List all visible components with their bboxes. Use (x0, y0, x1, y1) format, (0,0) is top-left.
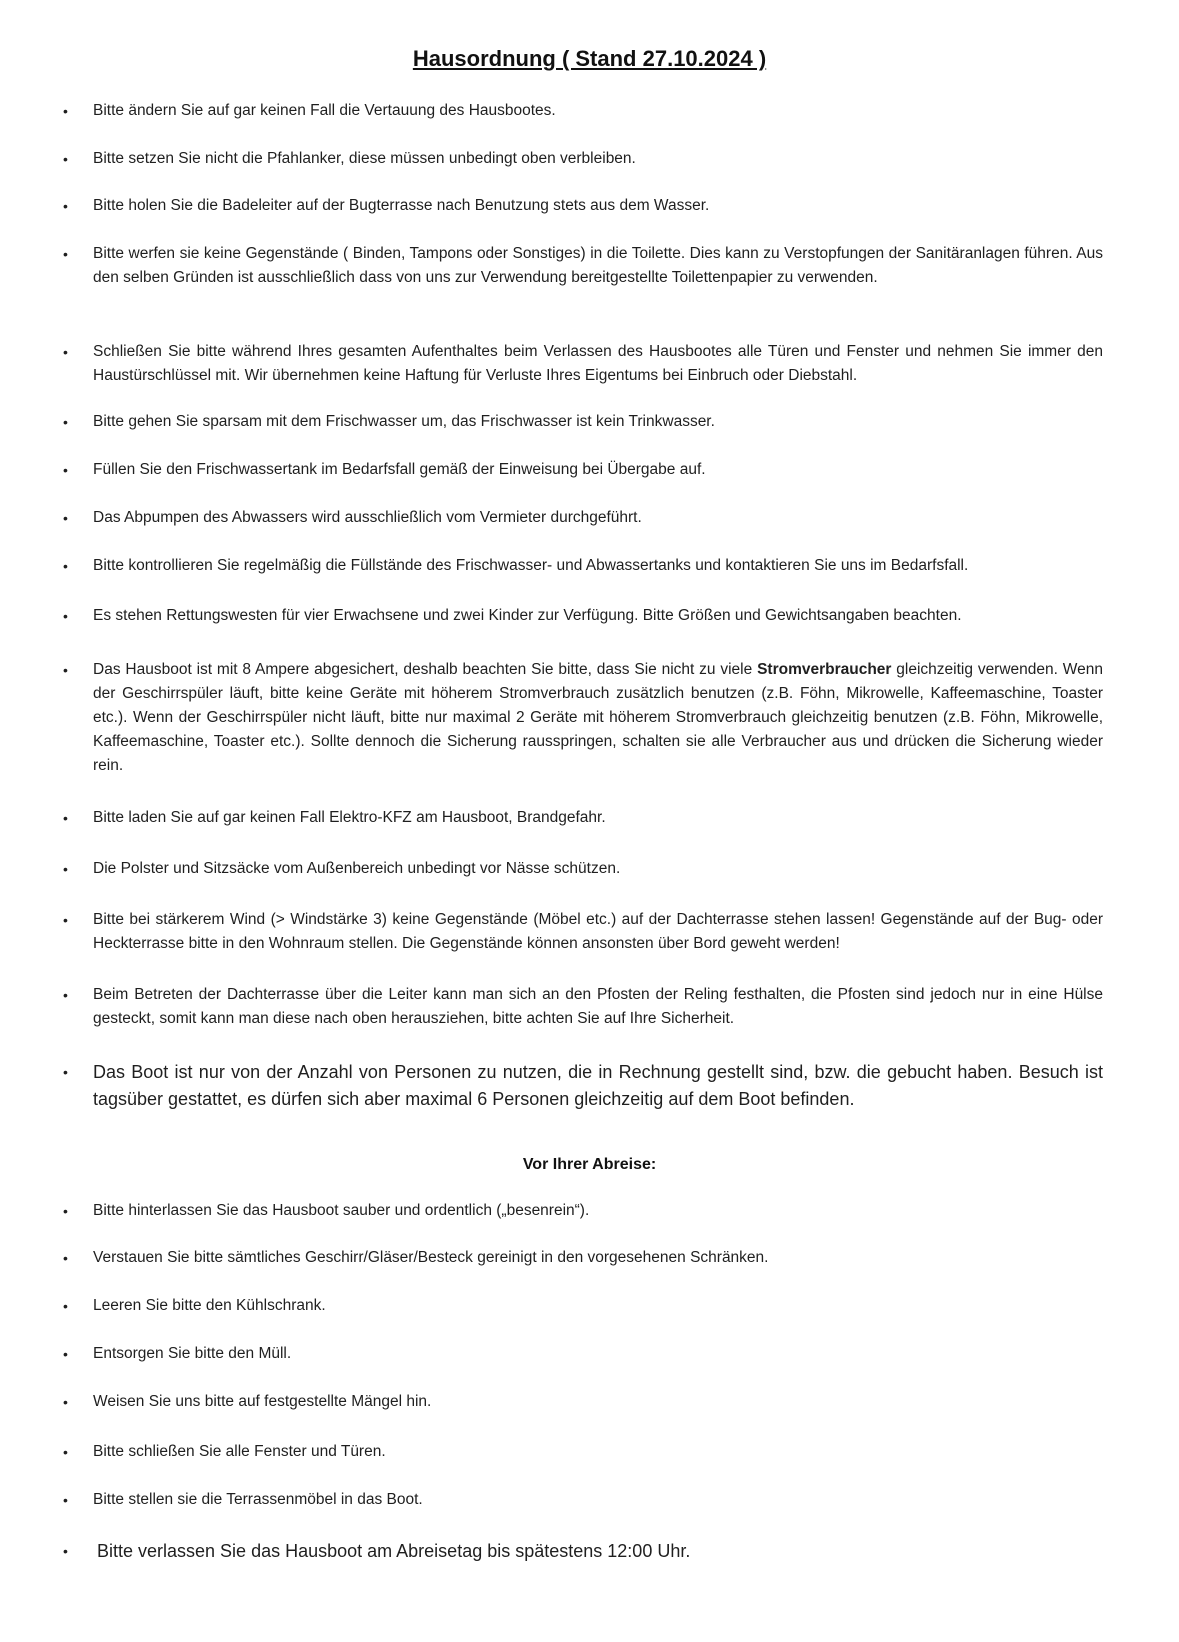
rule-item: • Bitte werfen sie keine Gegenstände ( Binden, Tampons oder Sonstiges) in die Toilette. Dies kann zu Verstopfungen der Sanitäranlagen führen. Aus den selben Gründen ist ausschließlich dass von uns zur Verwendung bereitgestellte Toilettenpapier zu verwenden. (93, 242, 1103, 290)
bullet-icon: • (63, 103, 68, 119)
bullet-icon: • (63, 344, 68, 360)
departure-item: • Bitte verlassen Sie das Hausboot am Abreisetag bis spätestens 12:00 Uhr. (97, 1538, 1107, 1565)
departure-item: • Weisen Sie uns bitte auf festgestellte Mängel hin. (93, 1390, 1103, 1414)
rule-item: • Bitte bei stärkerem Wind (> Windstärke 3) keine Gegenstände (Möbel etc.) auf der Dachterrasse stehen lassen! Gegenstände auf der Bug- oder Heckterrasse bitte in den Wohnraum stellen. Die Gegenstände können ansonsten über Bord geweht werden! (93, 908, 1103, 956)
rule-item: • Bitte setzen Sie nicht die Pfahlanker, diese müssen unbedingt oben verbleiben. (93, 147, 1103, 171)
bullet-icon: • (63, 1543, 68, 1559)
rule-item: • Bitte holen Sie die Badeleiter auf der Bugterrasse nach Benutzung stets aus dem Wasser. (93, 194, 1103, 218)
bullet-icon: • (63, 1444, 68, 1460)
departure-heading: Vor Ihrer Abreise: (522, 1156, 657, 1173)
rule-item: • Das Boot ist nur von der Anzahl von Personen zu nutzen, die in Rechnung gestellt sind, bzw. die gebucht haben. Besuch ist tagsüber gestattet, es dürfen sich aber maximal 6 Personen gleichzeitig auf dem Boot befinden. (93, 1059, 1103, 1113)
rule-item: • Beim Betreten der Dachterrasse über die Leiter kann man sich an den Pfosten der Reling festhalten, die Pfosten sind jedoch nur in eine Hülse gesteckt, somit kann man diese nach oben herausziehen, bitte achten Sie auf Ihre Sicherheit. (93, 983, 1103, 1031)
rule-item: • Bitte kontrollieren Sie regelmäßig die Füllstände des Frischwasser- und Abwassertanks und kontaktieren Sie uns im Bedarfsfall. (93, 554, 1103, 578)
rule-item: • Die Polster und Sitzsäcke vom Außenbereich unbedingt vor Nässe schützen. (93, 857, 1103, 881)
rule-item: • Bitte ändern Sie auf gar keinen Fall die Vertauung des Hausbootes. (93, 99, 1103, 123)
bullet-icon: • (63, 510, 68, 526)
bullet-icon: • (63, 151, 68, 167)
bullet-icon: • (63, 987, 68, 1003)
rule-item: • Bitte laden Sie auf gar keinen Fall Elektro-KFZ am Hausboot, Brandgefahr. (93, 806, 1103, 830)
rule-item: • Bitte gehen Sie sparsam mit dem Frischwasser um, das Frischwasser ist kein Trinkwasser. (93, 410, 1103, 434)
bullet-icon: • (63, 1492, 68, 1508)
bullet-icon: • (63, 1250, 68, 1266)
bullet-icon: • (63, 861, 68, 877)
rule-item: • Es stehen Rettungswesten für vier Erwachsene und zwei Kinder zur Verfügung. Bitte Größen und Gewichtsangaben beachten. (93, 604, 1103, 628)
bullet-icon: • (63, 246, 68, 262)
departure-item: • Bitte schließen Sie alle Fenster und Türen. (93, 1440, 1103, 1464)
rule-item: • Das Abpumpen des Abwassers wird ausschließlich vom Vermieter durchgeführt. (93, 506, 1103, 530)
rule-item: • Füllen Sie den Frischwassertank im Bedarfsfall gemäß der Einweisung bei Übergabe auf. (93, 458, 1103, 482)
bullet-icon: • (63, 558, 68, 574)
bullet-icon: • (63, 1298, 68, 1314)
bullet-icon: • (63, 608, 68, 624)
rule-item: • Schließen Sie bitte während Ihres gesamten Aufenthaltes beim Verlassen des Hausbootes alle Türen und Fenster und nehmen Sie immer den Haustürschlüssel mit. Wir übernehmen keine Haftung für Verluste Ihres Eigentums bei Einbruch oder Diebstahl. (93, 340, 1103, 388)
bold-term: Stromverbraucher (757, 661, 892, 678)
bullet-icon: • (63, 1394, 68, 1410)
bullet-icon: • (63, 462, 68, 478)
bullet-icon: • (63, 810, 68, 826)
bullet-icon: • (63, 662, 68, 678)
bullet-icon: • (63, 1064, 68, 1080)
rule-item-power: • Das Hausboot ist mit 8 Ampere abgesichert, deshalb beachten Sie bitte, dass Sie nicht zu viele Stromverbraucher gleichzeitig verwenden. Wenn der Geschirrspüler läuft, bitte keine Geräte mit höherem Stromverbrauch zusätzlich benutzen (z.B. Föhn, Mikrowelle, Kaffeemaschine, Toaster etc.). Wenn der Geschirrspüler nicht läuft, bitte nur maximal 2 Geräte mit höherem Stromverbrauch gleichzeitig benutzen (z.B. Föhn, Mikrowelle, Kaffeemaschine, Toaster etc.). Sollte dennoch die Sicherung rausspringen, schalten sie alle Verbraucher aus und drücken die Sicherung wieder rein. (93, 658, 1103, 778)
departure-item: • Entsorgen Sie bitte den Müll. (93, 1342, 1103, 1366)
page-title: Hausordnung ( Stand 27.10.2024 ) (412, 46, 767, 71)
bullet-icon: • (63, 1346, 68, 1362)
departure-item: • Bitte stellen sie die Terrassenmöbel in das Boot. (93, 1488, 1103, 1512)
departure-item: • Verstauen Sie bitte sämtliches Geschirr/Gläser/Besteck gereinigt in den vorgesehenen Schränken. (93, 1246, 1103, 1270)
bullet-icon: • (63, 198, 68, 214)
bullet-icon: • (63, 912, 68, 928)
departure-item: • Leeren Sie bitte den Kühlschrank. (93, 1294, 1103, 1318)
bullet-icon: • (63, 1203, 68, 1219)
bullet-icon: • (63, 414, 68, 430)
departure-item: • Bitte hinterlassen Sie das Hausboot sauber und ordentlich („besenrein“). (93, 1199, 1103, 1223)
